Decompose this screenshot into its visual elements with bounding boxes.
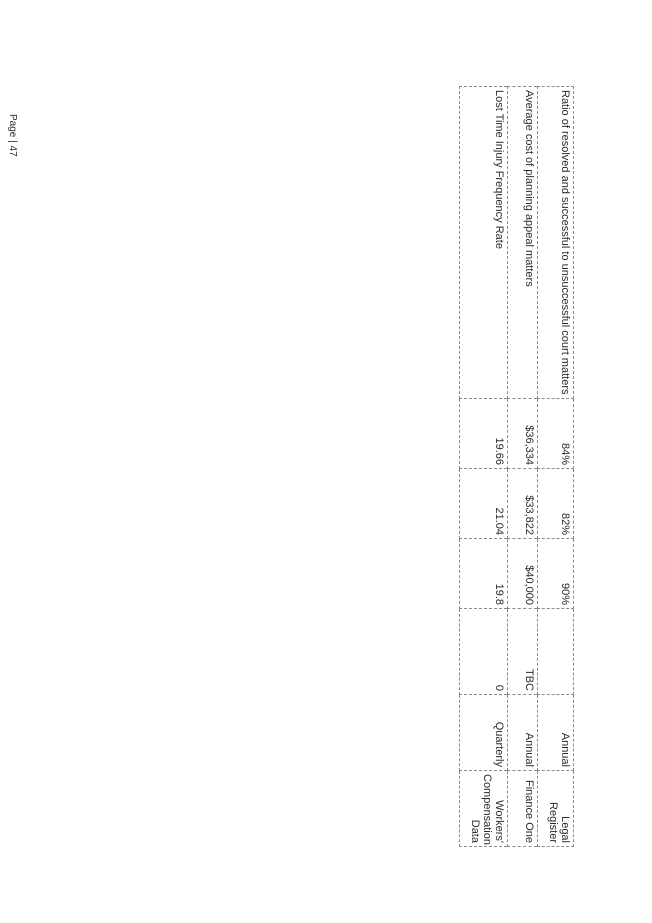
frequency-cell: Annual (538, 695, 574, 771)
measure-cell: Average cost of planning appeal matters (508, 87, 538, 399)
value-cell: 21.04 (460, 469, 508, 539)
value-cell: 0 (460, 609, 508, 695)
value-cell: TBC (508, 609, 538, 695)
value-cell (538, 609, 574, 695)
measure-cell: Lost Time Injury Frequency Rate (460, 87, 508, 399)
value-cell: $36,334 (508, 399, 538, 469)
value-cell: $40,000 (508, 539, 538, 609)
table-row (508, 87, 538, 847)
source-cell: Finance One (508, 771, 538, 847)
value-cell: 84% (538, 399, 574, 469)
value-cell: 82% (538, 469, 574, 539)
kpi-table (460, 86, 574, 846)
frequency-cell: Annual (508, 695, 538, 771)
measure-cell: Ratio of resolved and successful to unsuccessful court matters (538, 87, 574, 399)
value-cell: 19.8 (460, 539, 508, 609)
source-cell: Workers' Compensation Data (460, 771, 508, 847)
value-cell: 90% (538, 539, 574, 609)
value-cell: $33,822 (508, 469, 538, 539)
page-number: Page | 47 (7, 114, 18, 157)
frequency-cell: Quarterly (460, 695, 508, 771)
table-row (460, 87, 508, 847)
table-row (538, 87, 574, 847)
value-cell: 19.66 (460, 399, 508, 469)
source-cell: Legal Register (538, 771, 574, 847)
